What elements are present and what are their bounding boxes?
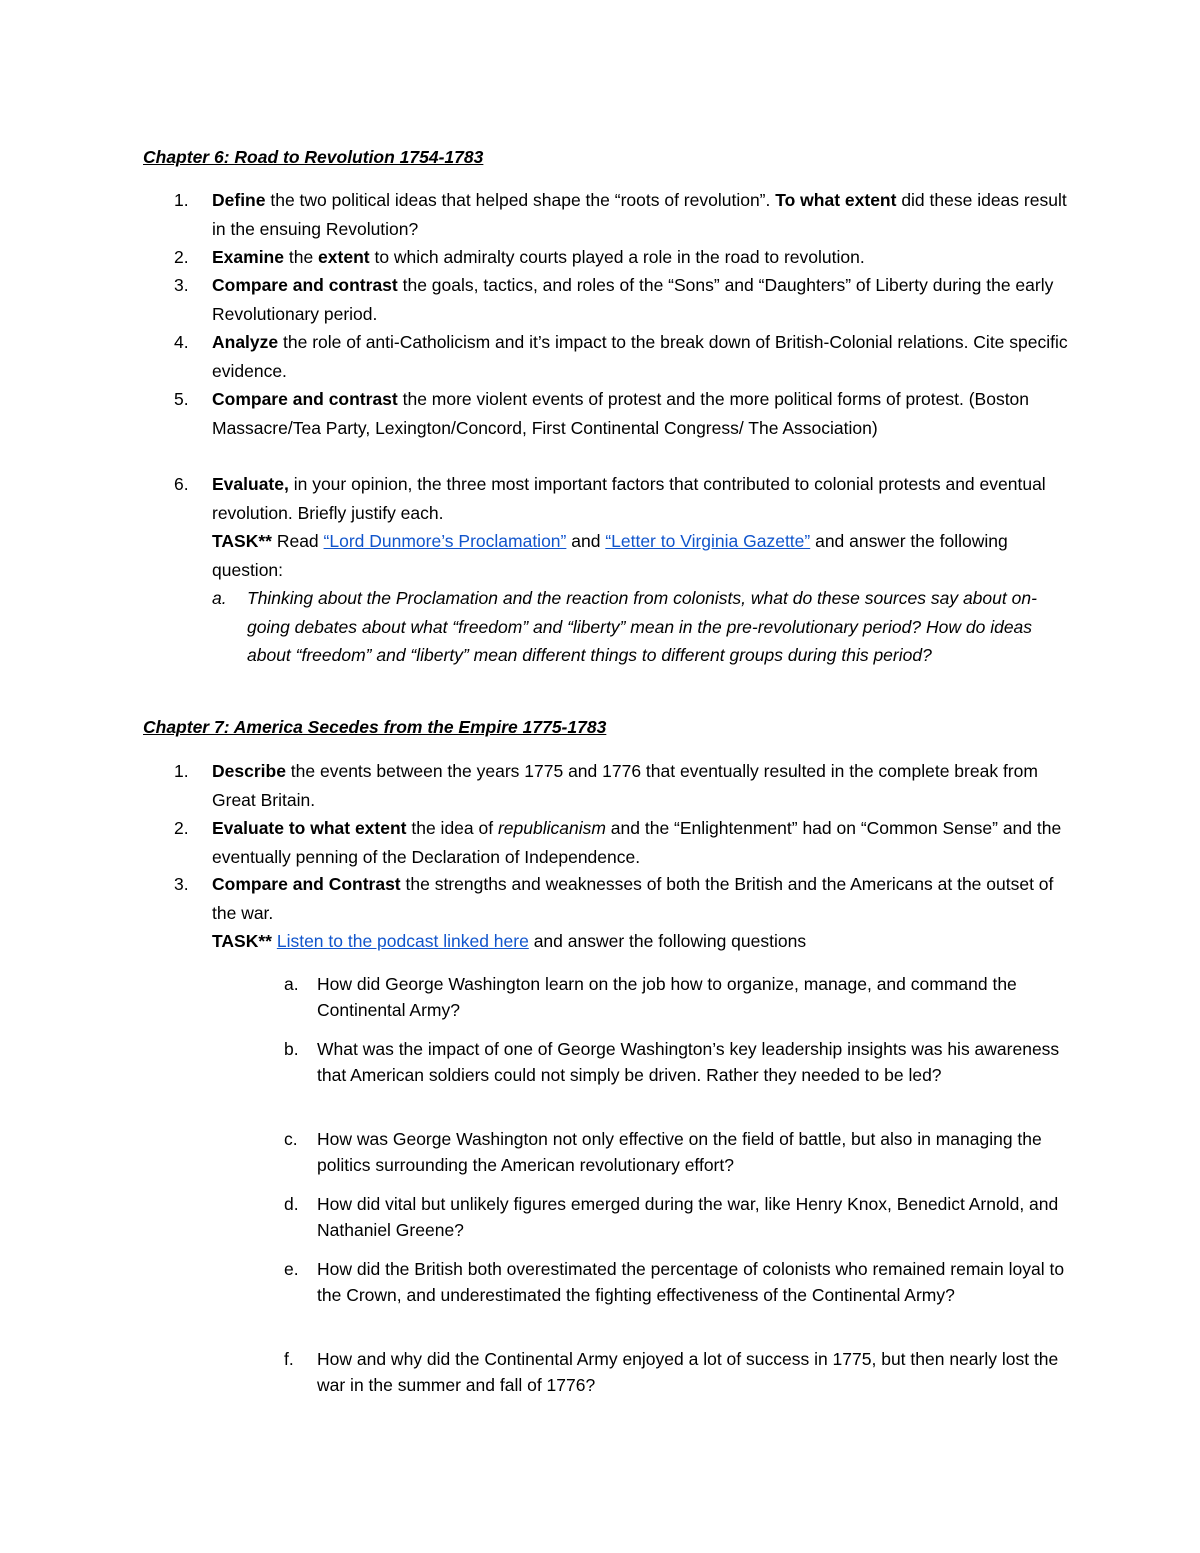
question-text: Evaluate, in your opinion, the three most important factors that contributed to colonial protests and eventual revolution. Briefly justify each. — [212, 474, 1046, 523]
subquestion-letter: f. — [284, 1349, 294, 1369]
subquestion-text: How did the British both overestimated the percentage of colonists who remained remain loyal to the Crown, and underestimated the fighting effectiveness of the Continental Army? — [317, 1259, 1065, 1305]
ch7-question-1 — [174, 757, 1074, 814]
subquestion-letter: a. — [212, 588, 227, 608]
question-number: 3. — [174, 874, 189, 894]
subquestion-letter: d. — [284, 1194, 299, 1214]
question-number: 1. — [174, 190, 189, 210]
podcast-link[interactable]: Listen to the podcast linked here — [276, 931, 529, 951]
subquestion-text: How and why did the Continental Army enjoyed a lot of success in 1775, but then nearly lost the war in the summer and fall of 1776? — [317, 1349, 1059, 1395]
ch7-question-2 — [174, 814, 1074, 871]
question-text: Compare and Contrast the strengths and weaknesses of both the British and the Americans at the outset of the war. — [212, 874, 1054, 923]
ch7-question-3 — [174, 870, 1074, 927]
question-number: 4. — [174, 332, 189, 352]
chapter-6-heading: Chapter 6: Road to Revolution 1754-1783 — [143, 147, 484, 167]
subquestion-text: How was George Washington not only effective on the field of battle, but also in managing the politics surrounding the American revolutionary effort? — [317, 1129, 1042, 1175]
ch7-subquestion-b — [284, 1037, 1074, 1088]
subquestion-text: Thinking about the Proclamation and the reaction from colonists, what do these sources say about on-going debates about what “freedom” and “liberty” mean in the pre-revolutionary period? How do ideas about “freedom” and “liberty” mean different things to different groups during this period? — [247, 588, 1037, 665]
question-text: Examine the extent to which admiralty courts played a role in the road to revolution. — [212, 247, 865, 267]
ch6-question-5 — [174, 385, 1074, 442]
ch6-question-6 — [174, 470, 1074, 527]
question-number: 6. — [174, 474, 189, 494]
question-text: Compare and contrast the goals, tactics, and roles of the “Sons” and “Daughters” of Liberty during the early Revolutionary period. — [212, 275, 1054, 324]
ch6-subquestion-a — [212, 584, 1072, 670]
ch6-question-4 — [174, 328, 1074, 385]
ch7-subquestion-f — [284, 1347, 1074, 1398]
ch6-question-3 — [174, 271, 1074, 328]
ch7-subquestion-a — [284, 972, 1074, 1023]
task-label: TASK** — [212, 531, 272, 551]
subquestion-letter: b. — [284, 1039, 299, 1059]
question-text: Analyze the role of anti-Catholicism and it’s impact to the break down of British-Colonial relations. Cite specific evidence. — [212, 332, 1068, 381]
subquestion-letter: e. — [284, 1259, 299, 1279]
question-number: 2. — [174, 818, 189, 838]
ch6-task: TASK** Read “Lord Dunmore’s Proclamation” and “Letter to Virginia Gazette” and answer the following question: — [212, 531, 1008, 580]
lord-dunmore-proclamation-link[interactable]: “Lord Dunmore’s Proclamation” — [323, 531, 567, 551]
question-number: 1. — [174, 761, 189, 781]
subquestion-text: How did vital but unlikely figures emerged during the war, like Henry Knox, Benedict Arnold, and Nathaniel Greene? — [317, 1194, 1059, 1240]
question-text: Evaluate to what extent the idea of republicanism and the “Enlightenment” had on “Common Sense” and the eventually penning of the Declaration of Independence. — [212, 818, 1062, 867]
question-text: Define the two political ideas that helped shape the “roots of revolution”. To what extent did these ideas result in the ensuing Revolution? — [212, 190, 1067, 239]
ch7-subquestion-d — [284, 1192, 1074, 1243]
subquestion-text: How did George Washington learn on the job how to organize, manage, and command the Continental Army? — [317, 974, 1017, 1020]
subquestion-letter: c. — [284, 1129, 298, 1149]
question-number: 3. — [174, 275, 189, 295]
question-text: Compare and contrast the more violent events of protest and the more political forms of protest. (Boston Massacre/Tea Party, Lexington/Concord, First Continental Congress/ The Association) — [212, 389, 1030, 438]
ch7-task: TASK** Listen to the podcast linked here and answer the following questions — [212, 931, 807, 951]
chapter-7-heading: Chapter 7: America Secedes from the Empire 1775-1783 — [143, 717, 607, 737]
letter-virginia-gazette-link[interactable]: “Letter to Virginia Gazette” — [605, 531, 811, 551]
ch6-question-1 — [174, 186, 1074, 243]
question-text: Describe the events between the years 1775 and 1776 that eventually resulted in the complete break from Great Britain. — [212, 761, 1038, 810]
question-number: 2. — [174, 247, 189, 267]
question-number: 5. — [174, 389, 189, 409]
ch7-subquestion-c — [284, 1127, 1074, 1178]
subquestion-text: What was the impact of one of George Washington’s key leadership insights was his awareness that American soldiers could not simply be driven. Rather they needed to be led? — [317, 1039, 1060, 1085]
ch6-question-2 — [174, 243, 1074, 272]
task-label: TASK** — [212, 931, 272, 951]
subquestion-letter: a. — [284, 974, 299, 994]
ch7-subquestion-e — [284, 1257, 1074, 1308]
